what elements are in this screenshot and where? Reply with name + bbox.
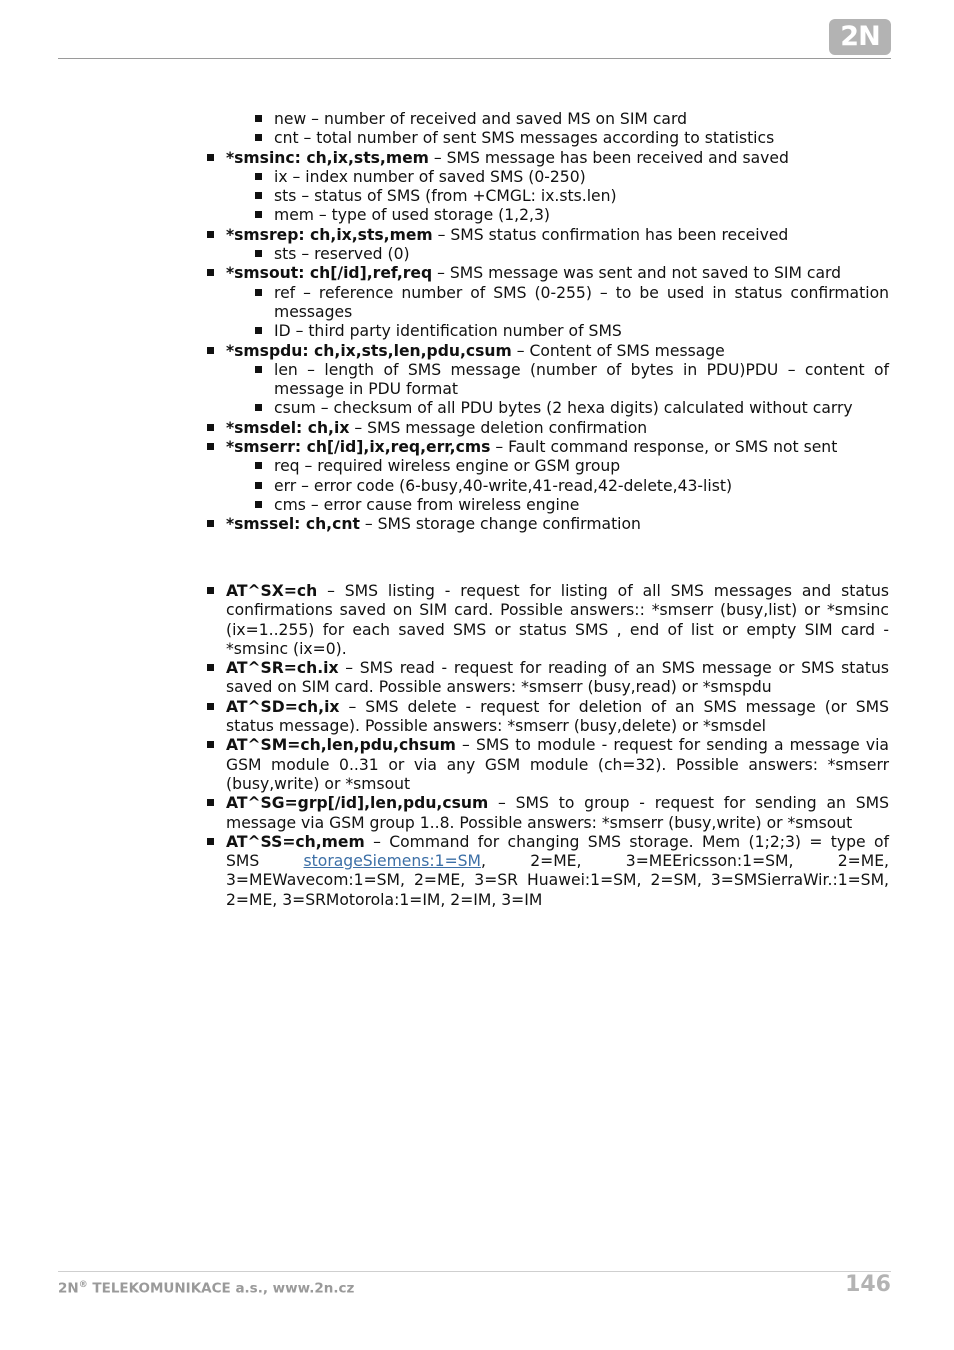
sub-list-item [274,457,889,476]
sub-list-item [274,187,889,206]
command-name: *smsdel: ch,ix [226,418,350,437]
list-item [226,659,889,698]
page-number: 146 [845,1272,891,1297]
item-text: ref – reference number of SMS (0-255) – to be used in status confirmation messages [274,283,889,321]
footer-company: 2N® TELEKOMUNIKACE a.s., www.2n.cz [58,1280,355,1297]
item-text: – SMS message has been received and saved [428,148,789,167]
item-text: – SMS message was sent and not saved to SIM card [432,264,842,283]
list-item [226,438,889,457]
item-text: – SMS storage change confirmation [359,515,641,534]
list-item [226,264,889,283]
item-text: – SMS to group - request for sending an SMS message via GSM group 1..8. Possible answers: *smserr (busy,write) or *smsout [226,794,889,832]
command-name: AT^SS=ch,mem [226,832,365,851]
list-item [226,419,889,438]
command-name: AT^SD=ch,ix [226,697,340,716]
list-item [226,794,889,833]
sub-list-item [274,110,889,129]
item-text: sts – reserved (0) [274,245,410,264]
command-name: *smssel: ch,cnt [226,515,360,534]
list-item [226,833,889,910]
sub-list-item [274,477,889,496]
item-text: cms – error cause from wireless engine [274,495,580,514]
list-item [226,736,889,794]
item-text: – SMS read - request for reading of an SMS message or SMS status saved on SIM card. Possible answers: *smserr (busy,read) or *smspdu [226,659,889,697]
item-text: – Content of SMS message [511,341,725,360]
command-name: AT^SG=grp[/id],len,pdu,csum [226,794,489,813]
item-text: len – length of SMS message (number of bytes in PDU)PDU – content of message in PDU format [274,360,889,399]
item-text: req – required wireless engine or GSM group [274,457,621,476]
list-item [226,149,889,168]
sub-list-item [274,129,889,148]
item-text: csum – checksum of all PDU bytes (2 hexa digits) calculated without carry [274,399,853,418]
item-text: err – error code (6-busy,40-write,41-read,42-delete,43-list) [274,476,733,495]
2n-logo: 2N [829,19,891,55]
item-text: ID – third party identification number of SMS [274,322,622,341]
item-text: – SMS status confirmation has been received [432,225,789,244]
sub-list-item [274,322,889,341]
item-text: – SMS delete - request for deletion of an SMS message (or SMS status message). Possible answers: *smserr (busy,delete) or *smsdel [226,697,889,736]
list-item [226,582,889,659]
item-text: cnt – total number of sent SMS messages according to statistics [274,129,775,148]
command-name: *smspdu: ch,ix,sts,len,pdu,csum [226,341,512,360]
command-name: *smsrep: ch,ix,sts,mem [226,225,433,244]
storage-link[interactable]: storageSiemens:1=SM [303,852,481,871]
sms-response-list [226,110,889,535]
item-text: new – number of received and saved MS on SIM card [274,110,687,128]
sub-list-item [274,245,889,264]
list-item [226,515,889,534]
footer-rule [58,1271,891,1272]
sms-command-list [226,582,889,910]
command-name: AT^SR=ch.ix [226,659,339,678]
command-name: *smserr: ch[/id],ix,req,err,cms [226,438,491,457]
header-rule [58,58,891,59]
item-text: – SMS message deletion confirmation [349,418,648,437]
list-item [226,698,889,737]
sub-list-item [274,206,889,225]
item-text: – SMS listing - request for listing of all SMS messages and status confirmations saved on SIM card. Possible answers:: *smserr (busy,list) or *smsinc (ix=1..255) for each saved SMS or status SMS , end of list or empty SIM card - *smsinc (ix=0). [226,582,889,658]
item-text: – Command for changing SMS storage. Mem (1;2;3) = type of SMS [226,832,889,871]
item-text: – SMS to module - request for sending a message via GSM module 0..31 or via any GSM module (ch=32). Possible answers: *smserr (busy,write) or *smsout [226,736,889,793]
sub-list-item [274,168,889,187]
list-item [226,342,889,361]
item-text: sts – status of SMS (from +CMGL: ix.sts.len) [274,187,617,206]
command-name: AT^SX=ch [226,582,318,600]
command-name: *smsinc: ch,ix,sts,mem [226,148,429,167]
command-name: *smsout: ch[/id],ref,req [226,264,433,283]
sub-list-item [274,399,889,418]
item-text: mem – type of used storage (1,2,3) [274,206,550,225]
item-text: – Fault command response, or SMS not sent [490,438,838,457]
item-text: ix – index number of saved SMS (0-250) [274,167,586,186]
command-name: AT^SM=ch,len,pdu,chsum [226,736,456,755]
sub-list-item [274,496,889,515]
list-item [226,226,889,245]
item-text: , 2=ME, 3=MEEricsson:1=SM, 2=ME, 3=MEWavecom:1=SM, 2=ME, 3=SR Huawei:1=SM, 2=SM, 3=SMSierraWir.:1=SM, 2=ME, 3=SRMotorola:1=IM, 2=IM, 3=IM [226,852,889,909]
sub-list-item [274,361,889,400]
sub-list-item [274,284,889,323]
